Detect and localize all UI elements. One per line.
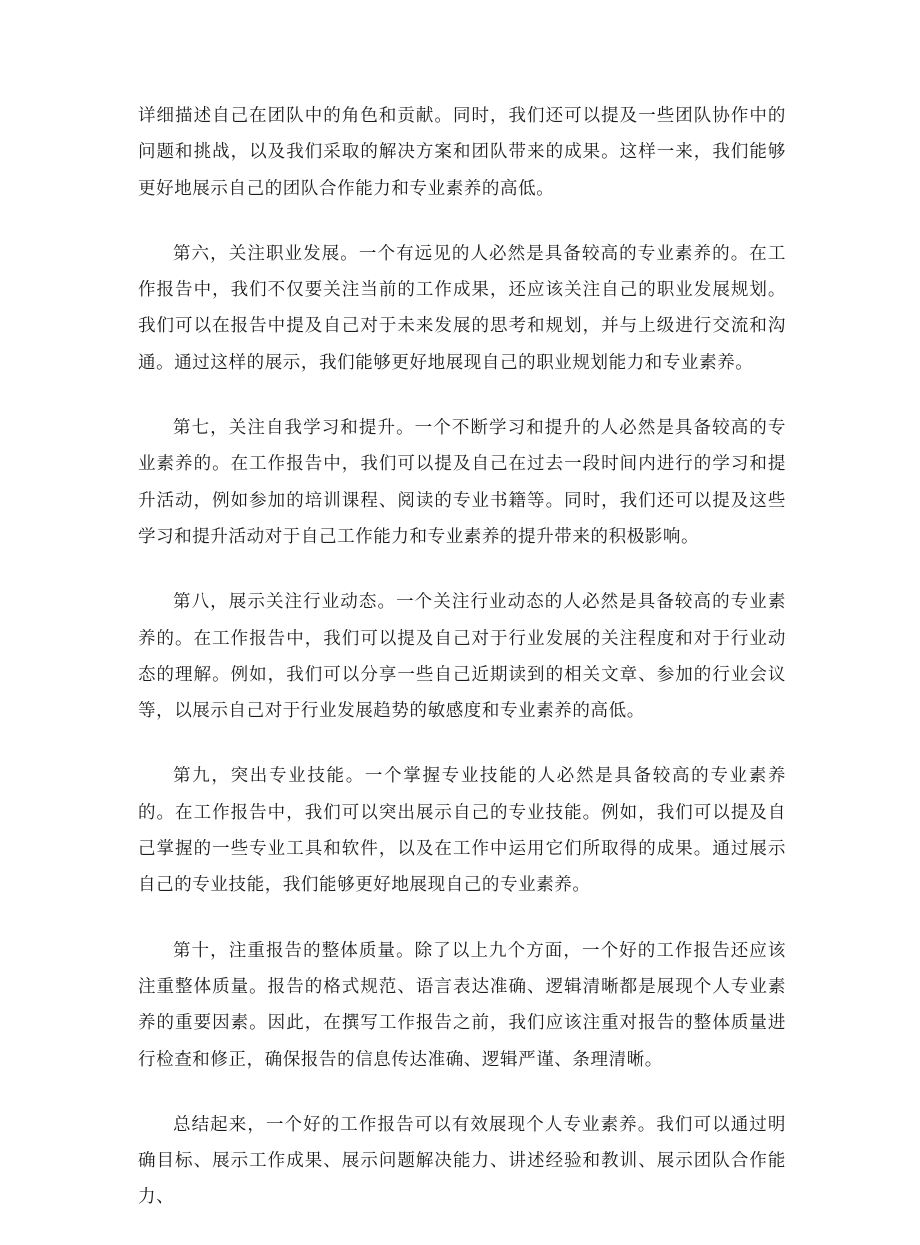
paragraph-tenth-point: 第十，注重报告的整体质量。除了以上九个方面，一个好的工作报告还应该注重整体质量。报告的格式规范、语言表达准确、逻辑清晰都是展现个人专业素养的重要因素。因此，在撰写工作报告之前，我们应该注重对报告的整体质量进行检查和修正，确保报告的信息传达准确、逻辑严谨、条理清晰。 [138,940,786,1070]
paragraph-continued: 详细描述自己在团队中的角色和贡献。同时，我们还可以提及一些团队协作中的问题和挑战，以及我们采取的解决方案和团队带来的成果。这样一来，我们能够更好地展示自己的团队合作能力和专业素养的高低。 [138,106,786,199]
paragraph-sixth-point: 第六，关注职业发展。一个有远见的人必然是具备较高的专业素养的。在工作报告中，我们不仅要关注当前的工作成果，还应该关注自己的职业发展规划。我们可以在报告中提及自己对于未来发展的思考和规划，并与上级进行交流和沟通。通过这样的展示，我们能够更好地展现自己的职业规划能力和专业素养。 [138,243,786,373]
paragraph-ninth-point: 第九，突出专业技能。一个掌握专业技能的人必然是具备较高的专业素养的。在工作报告中，我们可以突出展示自己的专业技能。例如，我们可以提及自己掌握的一些专业工具和软件，以及在工作中运用它们所取得的成果。通过展示自己的专业技能，我们能够更好地展现自己的专业素养。 [138,766,786,896]
paragraph-summary: 总结起来，一个好的工作报告可以有效展现个人专业素养。我们可以通过明确目标、展示工作成果、展示问题解决能力、讲述经验和教训、展示团队合作能力、 [138,1114,786,1208]
document-body [138,98,786,1245]
paragraph-seventh-point: 第七，关注自我学习和提升。一个不断学习和提升的人必然是具备较高的专业素养的。在工作报告中，我们可以提及自己在过去一段时间内进行的学习和提升活动，例如参加的培训课程、阅读的专业书籍等。同时，我们还可以提及这些学习和提升活动对于自己工作能力和专业素养的提升带来的积极影响。 [138,418,786,547]
paragraph-eighth-point: 第八，展示关注行业动态。一个关注行业动态的人必然是具备较高的专业素养的。在工作报告中，我们可以提及自己对于行业发展的关注程度和对于行业动态的理解。例如，我们可以分享一些自己近期读到的相关文章、参加的行业会议等，以展示自己对于行业发展趋势的敏感度和专业素养的高低。 [138,592,786,722]
